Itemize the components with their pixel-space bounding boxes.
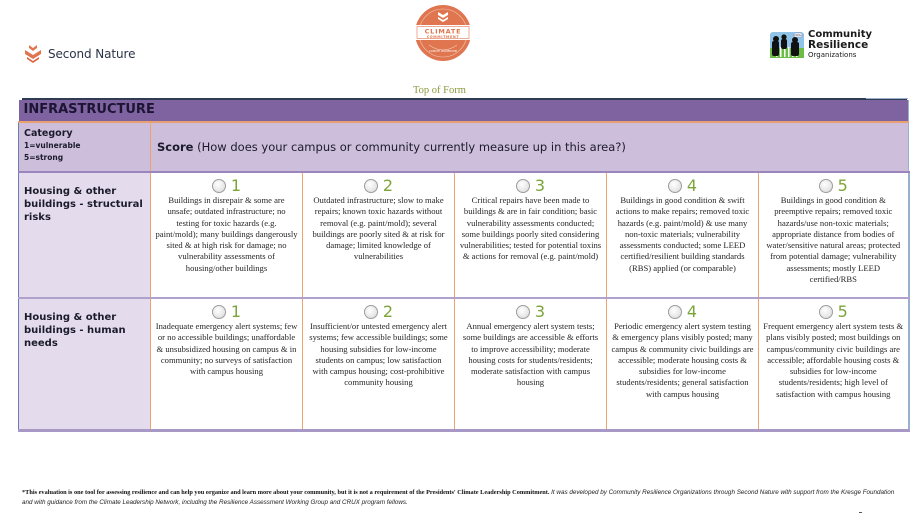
section-title: INFRASTRUCTURE bbox=[23, 102, 155, 117]
score-description: Insufficient/or untested emergency alert systems; few accessible buildings; some housing subsidies for low-income students on campus; low satisfaction with campus housing; cost-prohibitive community housing bbox=[309, 321, 448, 388]
score-number: 1 bbox=[230, 301, 242, 321]
score-radio-5[interactable] bbox=[819, 305, 833, 319]
second-nature-chevron-icon bbox=[24, 44, 42, 64]
score-radio-3[interactable] bbox=[516, 305, 530, 319]
score-option-1[interactable] bbox=[151, 298, 303, 431]
footnote bbox=[22, 488, 902, 508]
community-resilience-organizations-logo bbox=[768, 30, 872, 60]
climate-commitment-logo bbox=[413, 3, 473, 63]
score-description: Periodic emergency alert system testing & emergency plans visibly posted; many campus & community civic buildings are accessible; moderate housing costs & subsidies for low-income students/residents; general satisfaction with campus housing bbox=[611, 321, 754, 399]
score-description: Frequent emergency alert system tests & plans visibly posted; most buildings on campus/community civic buildings are accessible; affordable housing costs & subsidies for low-income students/residents; high level of satisfaction with campus housing bbox=[763, 321, 904, 399]
infrastructure-assessment-table bbox=[18, 100, 910, 432]
second-nature-name: Second Nature bbox=[48, 47, 136, 61]
score-number: 3 bbox=[534, 301, 546, 321]
table-row-structural-risks bbox=[19, 172, 909, 298]
section-header-row bbox=[19, 100, 909, 122]
score-header bbox=[151, 122, 909, 172]
score-description: Outdated infrastructure; slow to make repairs; known toxic hazards without removal (e.g. paint/mold); several buildings are poorly sited & at risk for damage; limited knowledge of vulnerabilities bbox=[312, 195, 445, 262]
category-cell bbox=[19, 298, 151, 431]
score-number: 2 bbox=[382, 301, 394, 321]
second-nature-logo bbox=[24, 44, 135, 64]
score-radio-1[interactable] bbox=[212, 305, 226, 319]
score-option-5[interactable] bbox=[759, 172, 909, 298]
score-number: 5 bbox=[837, 301, 848, 321]
score-radio-4[interactable] bbox=[668, 179, 682, 193]
score-option-2[interactable] bbox=[303, 298, 455, 431]
top-of-form-label: Top of Form bbox=[413, 85, 466, 96]
score-header-question: (How does your campus or community currently measure up in this area?) bbox=[193, 140, 626, 154]
score-number: 4 bbox=[686, 301, 698, 321]
svg-text:CROs: CROs bbox=[794, 34, 802, 38]
score-number: 1 bbox=[230, 175, 242, 195]
score-radio-4[interactable] bbox=[668, 305, 682, 319]
score-description: Inadequate emergency alert systems; few or no accessible buildings; unaffordable & unsubsidized housing on campus & in community; no surveys of satisfaction with campus housing bbox=[155, 321, 298, 377]
footnote-credits: It was developed by Community Resilience Organizations through Second Nature with support from the Kresge Foundation and with guidance from the Climate Leadership Network, including the Resilience Assessment Working Group and CRUX program fellows. bbox=[22, 489, 895, 506]
cro-name-line1: Community bbox=[808, 29, 873, 40]
score-option-2[interactable] bbox=[303, 172, 455, 298]
category-label: Housing & other buildings - human needs bbox=[24, 312, 126, 349]
category-cell bbox=[19, 172, 151, 298]
people-silhouette-icon bbox=[768, 30, 806, 60]
cro-name-line3: Organizations bbox=[808, 51, 857, 59]
scale-high-label: 5=strong bbox=[24, 153, 64, 162]
column-header-row bbox=[19, 122, 909, 172]
score-radio-3[interactable] bbox=[516, 179, 530, 193]
score-option-5[interactable] bbox=[759, 298, 909, 431]
category-header bbox=[19, 122, 151, 172]
score-option-4[interactable] bbox=[607, 298, 759, 431]
table-row-human-needs bbox=[19, 298, 909, 431]
score-description: Annual emergency alert system tests; some buildings are accessible & efforts to improve accessibility; moderate housing costs for students/residents; moderate satisfaction with campus housing bbox=[462, 321, 599, 388]
scale-low-label: 1=vulnerable bbox=[24, 141, 81, 150]
score-option-1[interactable] bbox=[151, 172, 303, 298]
score-number: 5 bbox=[837, 175, 848, 195]
svg-text:COMMITMENT: COMMITMENT bbox=[426, 35, 460, 39]
category-label: Housing & other buildings - structural risks bbox=[24, 186, 143, 223]
score-option-3[interactable] bbox=[455, 172, 607, 298]
svg-text:CLIMATE: CLIMATE bbox=[424, 27, 462, 36]
score-option-4[interactable] bbox=[607, 172, 759, 298]
score-description: Critical repairs have been made to buildings & are in fair condition; basic vulnerability assessments conducted; some buildings poorly sited considering vulnerabilities; tested for potential toxins & actions for removal (e.g. paint/mold) bbox=[459, 195, 602, 262]
score-radio-1[interactable] bbox=[212, 179, 226, 193]
score-header-label: Score bbox=[157, 140, 194, 154]
footnote-disclaimer: *This evaluation is one tool for assessing resilience and can help you organize and learn more about your community, but it is not a requirement of the Presidents' Climate Leadership Commitment. bbox=[22, 489, 550, 496]
score-radio-5[interactable] bbox=[819, 179, 833, 193]
category-header-label: Category bbox=[24, 128, 73, 139]
score-option-3[interactable] bbox=[455, 298, 607, 431]
score-number: 2 bbox=[382, 175, 394, 195]
score-number: 3 bbox=[534, 175, 546, 195]
score-description: Buildings in good condition & preemptive repairs; removed toxic hazards/use non-toxic materials; appropriate distance from bodies of water/sensitive natural areas; protected from potential damage; vulnerability assessments; mostly LEED certified/RBS bbox=[766, 195, 901, 285]
page-mark bbox=[859, 512, 862, 513]
cro-name-line2: Resilience bbox=[808, 39, 869, 51]
score-description: Buildings in disrepair & some are unsafe; outdated infrastructure; no testing for toxic hazards (e.g. paint/mold); many buildings dangerously sited & at high risk for damage; no vulnerability assessments of housing/other buildings bbox=[155, 195, 298, 273]
score-radio-2[interactable] bbox=[364, 305, 378, 319]
score-number: 4 bbox=[686, 175, 698, 195]
score-radio-2[interactable] bbox=[364, 179, 378, 193]
top-divider-accent bbox=[866, 98, 908, 99]
svg-text:CLIMATE LEADERSHIP: CLIMATE LEADERSHIP bbox=[428, 50, 458, 53]
score-description: Buildings in good condition & swift actions to make repairs; removed toxic hazards (e.g. paint/mold) & use many non-toxic materials; vulnerability assessments conducted; some LEED certified/resilient building standards (RBS) applied (or comparable) bbox=[615, 195, 750, 273]
